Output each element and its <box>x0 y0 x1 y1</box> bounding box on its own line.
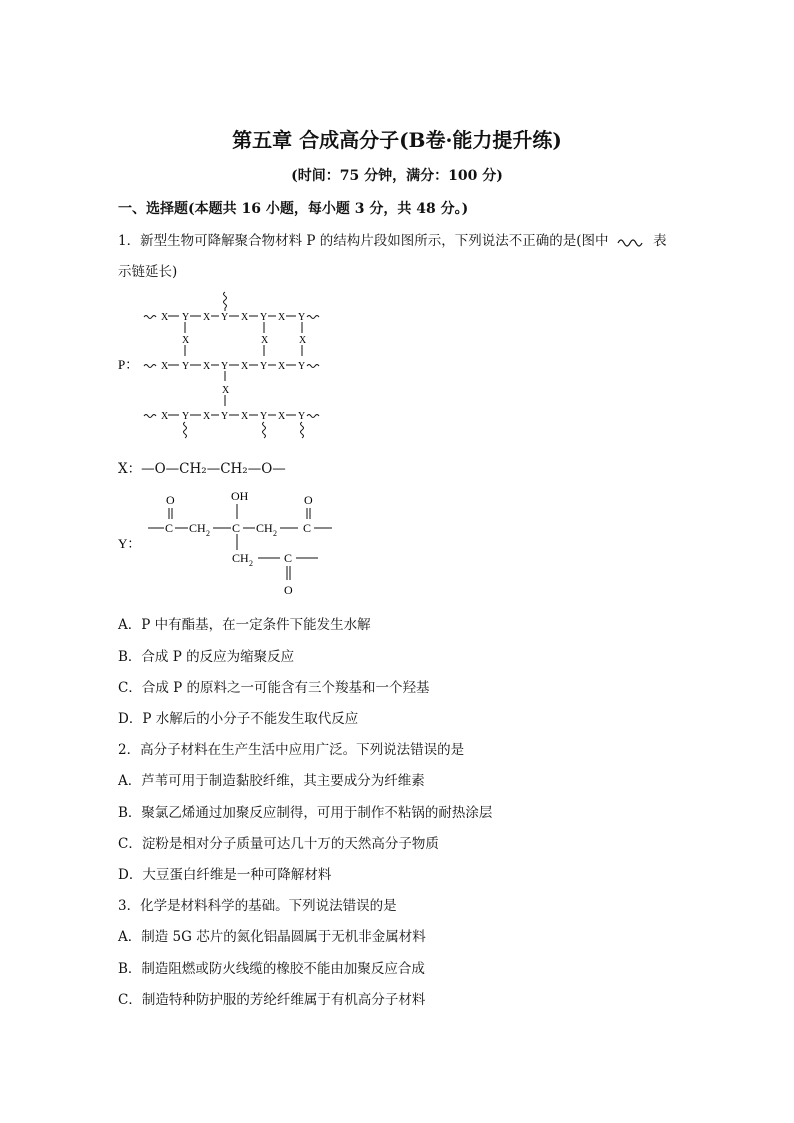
structure-node-y: Y <box>182 361 190 372</box>
structure-node-x: X <box>161 312 169 323</box>
group-methylene: CH <box>189 521 206 535</box>
q1-stem-part1: 1．新型生物可降解聚合物材料 P 的结构片段如图所示，下列说法不正确的是(图中 <box>118 233 609 249</box>
structure-node-y: Y <box>221 361 229 372</box>
structure-node-x: X <box>203 411 211 422</box>
q3-option-c: C．制造特种防护服的芳纶纤维属于有机高分子材料 <box>118 992 426 1008</box>
structure-node-y: Y <box>260 361 268 372</box>
structure-node-x: X <box>222 385 230 396</box>
atom-carbon: C <box>284 551 293 565</box>
structure-node-y: Y <box>298 361 306 372</box>
q2-option-d: D．大豆蛋白纤维是一种可降解材料 <box>118 867 332 883</box>
page-title: 第五章 合成高分子(B卷·能力提升练) <box>232 128 562 152</box>
structure-node-x: X <box>241 361 249 372</box>
q1-option-a: A．P 中有酯基，在一定条件下能发生水解 <box>118 617 371 633</box>
q2-option-c: C．淀粉是相对分子质量可达几十万的天然高分子物质 <box>118 836 439 852</box>
y-unit-structure <box>118 488 358 603</box>
subscript-2: 2 <box>249 559 253 568</box>
q1-option-b: B．合成 P 的反应为缩聚反应 <box>118 649 295 665</box>
structure-node-x: X <box>299 335 307 346</box>
q2-option-b: B．聚氯乙烯通过加聚反应制得，可用于制作不粘锅的耐热涂层 <box>118 805 493 821</box>
group-methylene: CH <box>232 551 249 565</box>
structure-node-x: X <box>182 335 190 346</box>
structure-node-y: Y <box>298 312 306 323</box>
q1-stem-part2: 表 <box>653 233 667 249</box>
structure-node-x: X <box>161 411 169 422</box>
y-label: Y： <box>118 536 141 551</box>
q1-option-c: C．合成 P 的原料之一可能含有三个羧基和一个羟基 <box>118 680 430 696</box>
structure-node-x: X <box>161 361 169 372</box>
section-heading: 一、选择题(本题共 16 小题，每小题 3 分，共 48 分。) <box>118 201 469 217</box>
subscript-2: 2 <box>273 529 277 538</box>
structure-node-y: Y <box>221 411 229 422</box>
atom-carbon: C <box>165 521 174 535</box>
group-methylene: CH <box>256 521 273 535</box>
structure-node-y: Y <box>260 312 268 323</box>
q1-stem <box>118 229 667 249</box>
q3-option-a: A．制造 5G 芯片的氮化铝晶圆属于无机非金属材料 <box>118 929 426 945</box>
structure-node-x: X <box>203 312 211 323</box>
structure-node-y: Y <box>298 411 306 422</box>
atom-oxygen: O <box>304 493 313 507</box>
structure-node-x: X <box>241 411 249 422</box>
p-label: P： <box>118 357 139 372</box>
atom-carbon: C <box>232 521 241 535</box>
q1-option-d: D．P 水解后的小分子不能发生取代反应 <box>118 711 359 727</box>
group-hydroxyl: OH <box>231 489 249 503</box>
q2-stem: 2．高分子材料在生产生活中应用广泛。下列说法错误的是 <box>118 742 465 758</box>
q1-stem-line2: 示链延长) <box>118 264 178 280</box>
structure-node-x: X <box>278 411 286 422</box>
structure-node-y: Y <box>182 411 190 422</box>
structure-node-x: X <box>278 361 286 372</box>
exam-info: (时间：75 分钟，满分：100 分) <box>291 168 503 184</box>
structure-node-y: Y <box>182 312 190 323</box>
structure-node-x: X <box>278 312 286 323</box>
structure-node-y: Y <box>221 312 229 323</box>
q3-option-b: B．制造阻燃或防火线缆的橡胶不能由加聚反应合成 <box>118 961 425 977</box>
polymer-p-structure <box>118 285 348 445</box>
atom-oxygen: O <box>284 583 293 597</box>
atom-carbon: C <box>303 521 312 535</box>
subscript-2: 2 <box>206 529 210 538</box>
atom-oxygen: O <box>166 493 175 507</box>
q2-option-a: A．芦苇可用于制造黏胶纤维，其主要成分为纤维素 <box>118 773 425 789</box>
q3-stem: 3．化学是材料科学的基础。下列说法错误的是 <box>118 898 397 914</box>
structure-node-x: X <box>261 335 269 346</box>
wavy-chain-icon <box>617 237 645 247</box>
structure-node-y: Y <box>260 411 268 422</box>
structure-node-x: X <box>241 312 249 323</box>
structure-node-x: X <box>203 361 211 372</box>
x-definition: X：—O—CH₂—CH₂—O— <box>118 461 286 477</box>
row1 <box>144 292 319 323</box>
